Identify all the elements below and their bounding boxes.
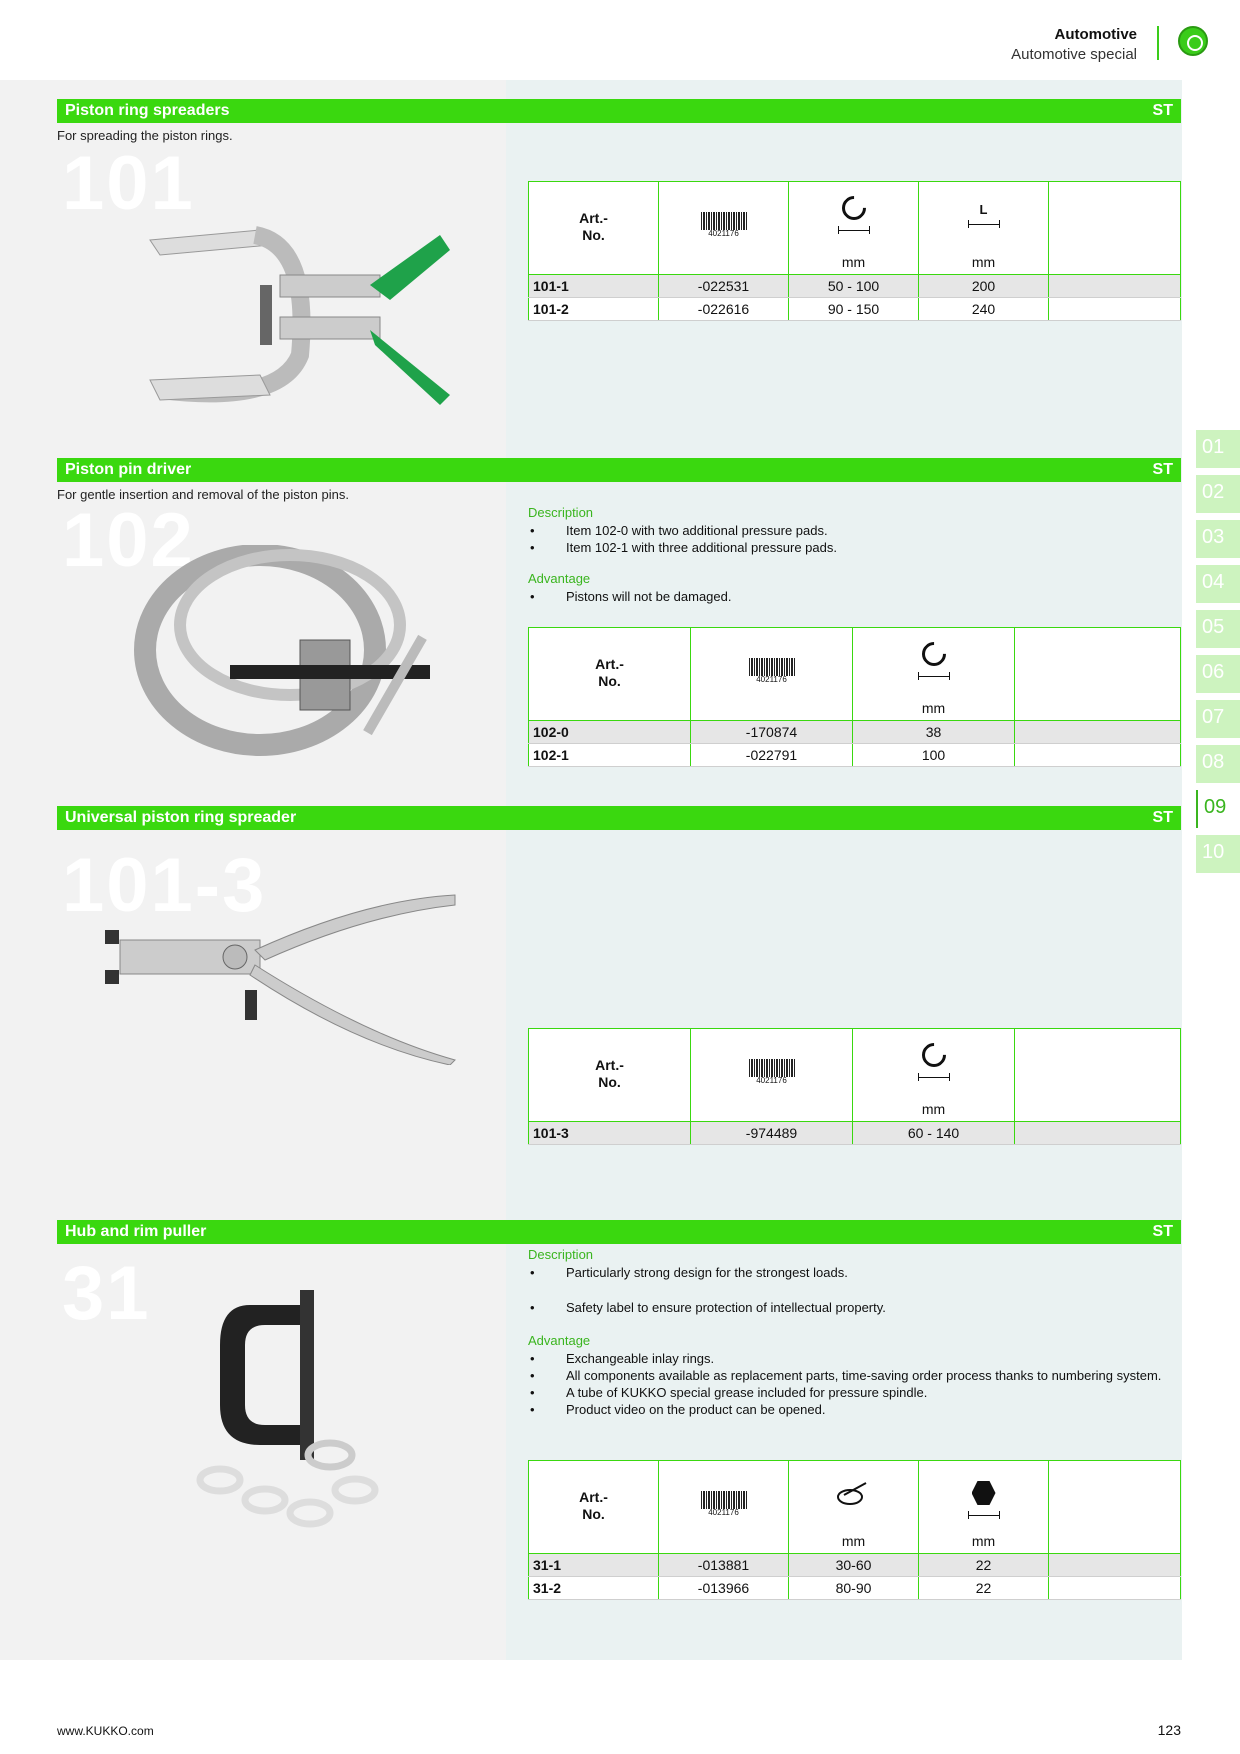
art-no-header: Art.- No. (579, 1489, 608, 1522)
advantage-list (528, 588, 1168, 605)
hub-rim-puller-image (190, 1285, 430, 1530)
section-subtitle: For gentle insertion and removal of the piston pins. (57, 487, 349, 502)
list-item: • Item 102-0 with two additional pressure pads. (528, 522, 1168, 539)
section-badge: ST (1152, 461, 1173, 478)
list-item: • Safety label to ensure protection of intellectual property. (528, 1299, 1168, 1316)
length-icon (968, 220, 1000, 228)
ring-diameter-icon (917, 1038, 951, 1072)
section-title: Universal piston ring spreader (65, 809, 297, 826)
spec-table-101-3: Art.- No. 4021176 mm 101-3 -974489 60 - 140 (528, 1028, 1181, 1145)
chapter-tab-03[interactable]: 03 (1196, 520, 1240, 558)
advantage-label: Advantage (528, 1333, 591, 1348)
chapter-tab-05[interactable]: 05 (1196, 610, 1240, 648)
section-subtitle: For spreading the piston rings. (57, 128, 233, 143)
table-row: 101-3 -974489 60 - 140 (529, 1122, 1181, 1145)
advantage-label: Advantage (528, 571, 591, 586)
table-row: 101-2 -022616 90 - 150 240 (529, 298, 1181, 321)
chapter-tabs (1196, 430, 1240, 880)
section-title: Piston ring spreaders (65, 102, 230, 119)
barcode-icon: 4021176 (749, 658, 795, 682)
item-number: 31 (62, 1251, 151, 1336)
spec-table-31: Art.- No. 4021176 mm mm 31-1 -013881 30-60 22 31-2 -013966 80-90 22 (528, 1460, 1181, 1600)
list-item: • All components available as replacement parts, time-saving order process thanks to numbering system. (528, 1367, 1168, 1384)
chapter-tab-09[interactable]: 09 (1196, 790, 1240, 828)
section-badge: ST (1152, 102, 1173, 119)
hex-size-icon (972, 1481, 996, 1505)
advantage-list (528, 1350, 1168, 1418)
section-badge: ST (1152, 809, 1173, 826)
ring-diameter-icon (837, 191, 871, 225)
ring-diameter-icon (917, 637, 951, 671)
section-bar-piston-ring-spreaders (57, 99, 1181, 123)
section-title: Hub and rim puller (65, 1223, 207, 1240)
list-item: • Pistons will not be damaged. (528, 588, 1168, 605)
footer-url[interactable]: www.KUKKO.com (57, 1724, 154, 1738)
table-row: 102-1 -022791 100 (529, 744, 1181, 767)
barcode-icon: 4021176 (701, 212, 747, 236)
list-item: • A tube of KUKKO special grease included for pressure spindle. (528, 1384, 1168, 1401)
art-no-header: Art.- No. (595, 1057, 624, 1090)
list-item: • Product video on the product can be opened. (528, 1401, 1168, 1418)
list-item: • Exchangeable inlay rings. (528, 1350, 1168, 1367)
spec-table-101: Art.- No. 4021176 mm L mm 101-1 -022531 50 - 100 200 101-2 -022616 90 - 150 240 (528, 181, 1181, 321)
table-row: 31-2 -013966 80-90 22 (529, 1577, 1181, 1600)
list-item: • Particularly strong design for the strongest loads. (528, 1264, 1168, 1281)
chapter-tab-01[interactable]: 01 (1196, 430, 1240, 468)
item-number: 101-3 (62, 843, 267, 928)
chapter-tab-10[interactable]: 10 (1196, 835, 1240, 873)
section-bar-universal-piston-ring-spreader (57, 806, 1181, 830)
header-divider (1157, 26, 1159, 60)
barcode-icon: 4021176 (701, 1491, 747, 1515)
piston-ring-spreader-image (140, 205, 470, 425)
barcode-icon: 4021176 (749, 1059, 795, 1083)
brand-logo (1178, 26, 1208, 56)
list-item: • Item 102-1 with three additional pressure pads. (528, 539, 1168, 556)
section-badge: ST (1152, 1223, 1173, 1240)
length-label: L (979, 202, 988, 217)
chapter-tab-08[interactable]: 08 (1196, 745, 1240, 783)
art-no-header: Art.- No. (579, 210, 608, 243)
spec-table-102: Art.- No. 4021176 mm 102-0 -170874 38 102-1 -022791 100 (528, 627, 1181, 767)
chapter-tab-06[interactable]: 06 (1196, 655, 1240, 693)
table-row: 101-1 -022531 50 - 100 200 (529, 275, 1181, 298)
section-bar-piston-pin-driver (57, 458, 1181, 482)
description-label: Description (528, 1247, 594, 1262)
chapter-tab-07[interactable]: 07 (1196, 700, 1240, 738)
header-subcategory: Automotive special (1011, 46, 1137, 63)
section-bar-hub-and-rim-puller (57, 1220, 1181, 1244)
section-title: Piston pin driver (65, 461, 192, 478)
description-list (528, 1264, 1168, 1316)
table-row: 31-1 -013881 30-60 22 (529, 1554, 1181, 1577)
table-row: 102-0 -170874 38 (529, 721, 1181, 744)
item-number: 101 (62, 141, 195, 226)
item-number: 102 (62, 498, 195, 583)
header-category: Automotive (1054, 26, 1137, 43)
universal-spreader-image (105, 885, 465, 1065)
chapter-tab-04[interactable]: 04 (1196, 565, 1240, 603)
piston-pin-driver-image (130, 545, 470, 775)
description-list (528, 522, 1168, 556)
art-no-header: Art.- No. (595, 656, 624, 689)
chapter-tab-02[interactable]: 02 (1196, 475, 1240, 513)
wheel-hub-icon (834, 1477, 874, 1507)
description-label: Description (528, 505, 594, 520)
page-number: 123 (1157, 1722, 1181, 1738)
